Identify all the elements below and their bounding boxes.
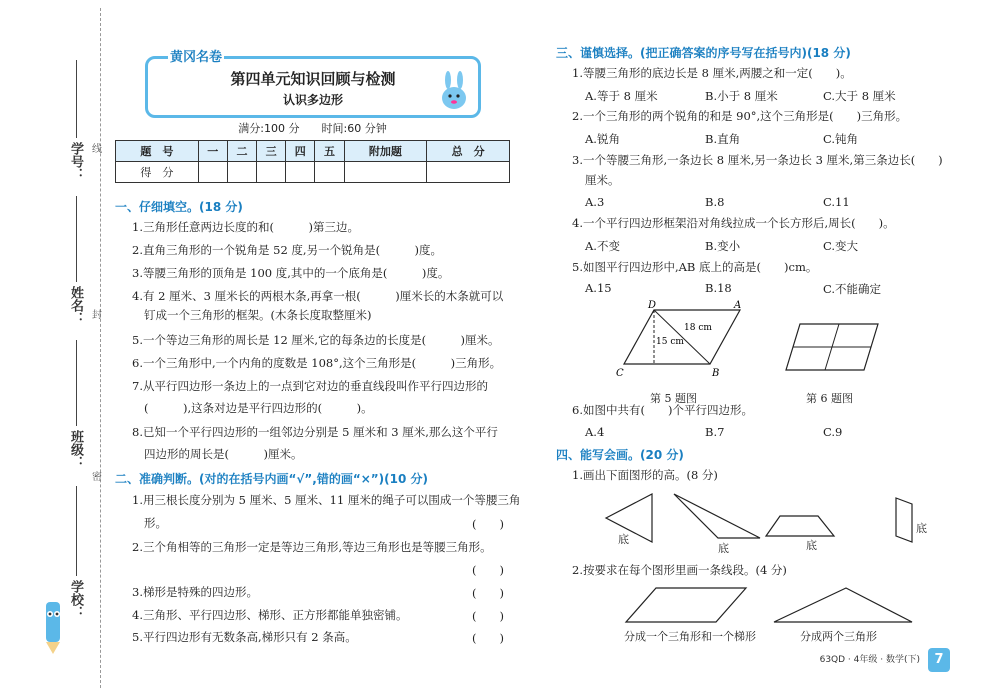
fill-question-6: 6.一个三角形中,一个内角的度数是 108°,这个三角形是( )三角形。: [132, 356, 502, 370]
choice-2-option-c[interactable]: C.钝角: [823, 132, 859, 146]
fill-question-4a: 4.有 2 厘米、3 厘米长的两根木条,再拿一根( )厘米长的木条就可以: [132, 289, 504, 303]
split-caption-1: 分成一个三角形和一个梯形: [624, 630, 756, 643]
score-header-4: 四: [286, 141, 315, 162]
section-title-draw: 四、能写会画。(20 分): [556, 448, 684, 462]
score-header-total: 总 分: [427, 141, 510, 162]
choice-6-option-c[interactable]: C.9: [823, 425, 843, 439]
choice-5-option-a[interactable]: A.15: [585, 281, 612, 295]
score-cell[interactable]: [427, 162, 510, 183]
score-header-2: 二: [227, 141, 256, 162]
judge-answer-5[interactable]: ( ): [472, 631, 504, 645]
cut-mark-seal: 封: [92, 310, 102, 321]
figure-5-parallelogram: [612, 298, 752, 378]
page-number: 7: [928, 648, 950, 672]
school-line: [76, 486, 77, 576]
fill-question-3: 3.等腰三角形的顶角是 100 度,其中的一个底角是( )度。: [132, 266, 450, 280]
fill-question-8a: 8.已知一个平行四边形的一组邻边分别是 5 厘米和 3 厘米,那么这个平行: [132, 425, 498, 439]
choice-1-option-b[interactable]: B.小于 8 厘米: [705, 89, 778, 103]
vertex-d-label: D: [648, 300, 657, 311]
choice-5-option-c[interactable]: C.不能确定: [823, 282, 882, 296]
section-title-judge: 二、准确判断。(对的在括号内画“√”,错的画“×”)(10 分): [115, 472, 428, 486]
fill-question-4b: 钉成一个三角形的框架。(木条长度取整厘米): [144, 308, 372, 322]
fill-question-5: 5.一个等边三角形的周长是 12 厘米,它的每条边的长度是( )厘米。: [132, 333, 500, 347]
score-cell[interactable]: [344, 162, 427, 183]
choice-2-option-b[interactable]: B.直角: [705, 132, 741, 146]
choice-1-option-a[interactable]: A.等于 8 厘米: [585, 89, 658, 103]
score-header-bonus: 附加题: [344, 141, 427, 162]
margin-label-student-id: 学号：: [68, 142, 83, 181]
choice-4-option-a[interactable]: A.不变: [585, 239, 620, 253]
cut-mark-line: 线: [92, 144, 102, 155]
choice-question-6: 6.如图中共有( )个平行四边形。: [572, 403, 753, 417]
margin-label-name: 姓名：: [68, 286, 83, 325]
choice-question-5: 5.如图平行四边形中,AB 底上的高是( )cm。: [572, 260, 818, 274]
choice-question-3b: 厘米。: [585, 173, 620, 187]
length-18-label: 18 cm: [684, 323, 712, 333]
score-table: [115, 140, 510, 183]
judge-question-4: 4.三角形、平行四边形、梯形、正方形都能单独密铺。: [132, 608, 408, 622]
choice-3-option-a[interactable]: A.3: [585, 195, 605, 209]
choice-question-2: 2.一个三角形的两个锐角的和是 90°,这个三角形是( )三角形。: [572, 109, 908, 123]
length-15-label: 15 cm: [656, 337, 684, 347]
fill-question-8b: 四边形的周长是( )厘米。: [144, 447, 303, 461]
split-caption-2: 分成两个三角形: [800, 630, 877, 643]
draw-question-2: 2.按要求在每个图形里画一条线段。(4 分): [572, 563, 787, 577]
score-cell[interactable]: [315, 162, 344, 183]
judge-question-2: 2.三个角相等的三角形一定是等边三角形,等边三角形也是等腰三角形。: [132, 540, 492, 554]
choice-3-option-c[interactable]: C.11: [823, 195, 850, 209]
judge-answer-2[interactable]: ( ): [472, 563, 504, 577]
choice-5-option-b[interactable]: B.18: [705, 281, 732, 295]
score-cell[interactable]: [257, 162, 286, 183]
vertex-b-label: B: [712, 368, 720, 378]
mascot-pencil-icon: [34, 596, 74, 656]
class-line: [76, 340, 77, 426]
choice-2-option-a[interactable]: A.锐角: [585, 132, 620, 146]
fold-line: [100, 8, 101, 688]
rabbit-mascot-icon: [430, 70, 480, 114]
score-row-label: 得 分: [116, 162, 199, 183]
judge-answer-3[interactable]: ( ): [472, 586, 504, 600]
choice-question-3a: 3.一个等腰三角形,一条边长 8 厘米,另一条边长 3 厘米,第三条边长( ): [572, 153, 943, 167]
figure-5-caption: 第 5 题图: [650, 392, 697, 405]
section-title-fill: 一、仔细填空。(18 分): [115, 200, 243, 214]
score-header-5: 五: [315, 141, 344, 162]
draw-figures-heights[interactable]: [600, 488, 940, 554]
draw-figures-split[interactable]: [616, 584, 936, 626]
fill-question-1: 1.三角形任意两边长度的和( )第三边。: [132, 220, 359, 234]
page-subtitle: 认识多边形: [282, 93, 343, 107]
choice-question-1: 1.等腰三角形的底边长是 8 厘米,两腰之和一定( )。: [572, 66, 852, 80]
fill-question-7a: 7.从平行四边形一条边上的一点到它对边的垂直线段叫作平行四边形的: [132, 379, 488, 393]
judge-answer-4[interactable]: ( ): [472, 609, 504, 623]
margin-label-school: 学校：: [68, 580, 83, 619]
fill-question-7b: ( ),这条对边是平行四边形的( )。: [144, 401, 373, 415]
choice-question-4: 4.一个平行四边形框架沿对角线拉成一个长方形后,周长( )。: [572, 216, 895, 230]
score-header-3: 三: [257, 141, 286, 162]
judge-question-1a: 1.用三根长度分别为 5 厘米、5 厘米、11 厘米的绳子可以围成一个等腰三角: [132, 493, 521, 507]
base-label-1: 底: [618, 533, 629, 546]
choice-4-option-c[interactable]: C.变大: [823, 239, 859, 253]
choice-3-option-b[interactable]: B.8: [705, 195, 725, 209]
figure-6-divided-parallelogram: [778, 318, 888, 378]
vertex-a-label: A: [734, 300, 742, 311]
base-label-4: 底: [916, 522, 927, 535]
fill-question-2: 2.直角三角形的一个锐角是 52 度,另一个锐角是( )度。: [132, 243, 443, 257]
footer-code: 63QD · 4年级 · 数学(下): [819, 655, 920, 665]
section-title-choice: 三、谨慎选择。(把正确答案的序号写在括号内)(18 分): [556, 46, 851, 60]
score-cell[interactable]: [198, 162, 227, 183]
brand-logo: 黄冈名卷: [168, 48, 224, 68]
score-info: 满分:100 分 时间:60 分钟: [238, 122, 387, 135]
score-cell[interactable]: [286, 162, 315, 183]
score-header-1: 一: [198, 141, 227, 162]
score-cell[interactable]: [227, 162, 256, 183]
margin-label-class: 班级：: [68, 430, 83, 469]
page-title: 第四单元知识回顾与检测: [230, 70, 396, 88]
choice-4-option-b[interactable]: B.变小: [705, 239, 741, 253]
figure-6-caption: 第 6 题图: [806, 392, 853, 405]
judge-question-3: 3.梯形是特殊的四边形。: [132, 585, 258, 599]
judge-question-5: 5.平行四边形有无数条高,梯形只有 2 条高。: [132, 630, 357, 644]
judge-question-1b: 形。: [144, 516, 167, 530]
draw-question-1: 1.画出下面图形的高。(8 分): [572, 468, 718, 482]
vertex-c-label: C: [616, 368, 624, 378]
choice-6-option-a[interactable]: A.4: [585, 425, 605, 439]
score-header-label: 题 号: [116, 141, 199, 162]
choice-1-option-c[interactable]: C.大于 8 厘米: [823, 89, 896, 103]
base-label-3: 底: [806, 539, 817, 552]
student-id-line: [76, 60, 77, 138]
name-line: [76, 196, 77, 282]
base-label-2: 底: [718, 542, 729, 555]
choice-6-option-b[interactable]: B.7: [705, 425, 725, 439]
judge-answer-1[interactable]: ( ): [472, 517, 504, 531]
cut-mark-secret: 密: [92, 472, 102, 483]
